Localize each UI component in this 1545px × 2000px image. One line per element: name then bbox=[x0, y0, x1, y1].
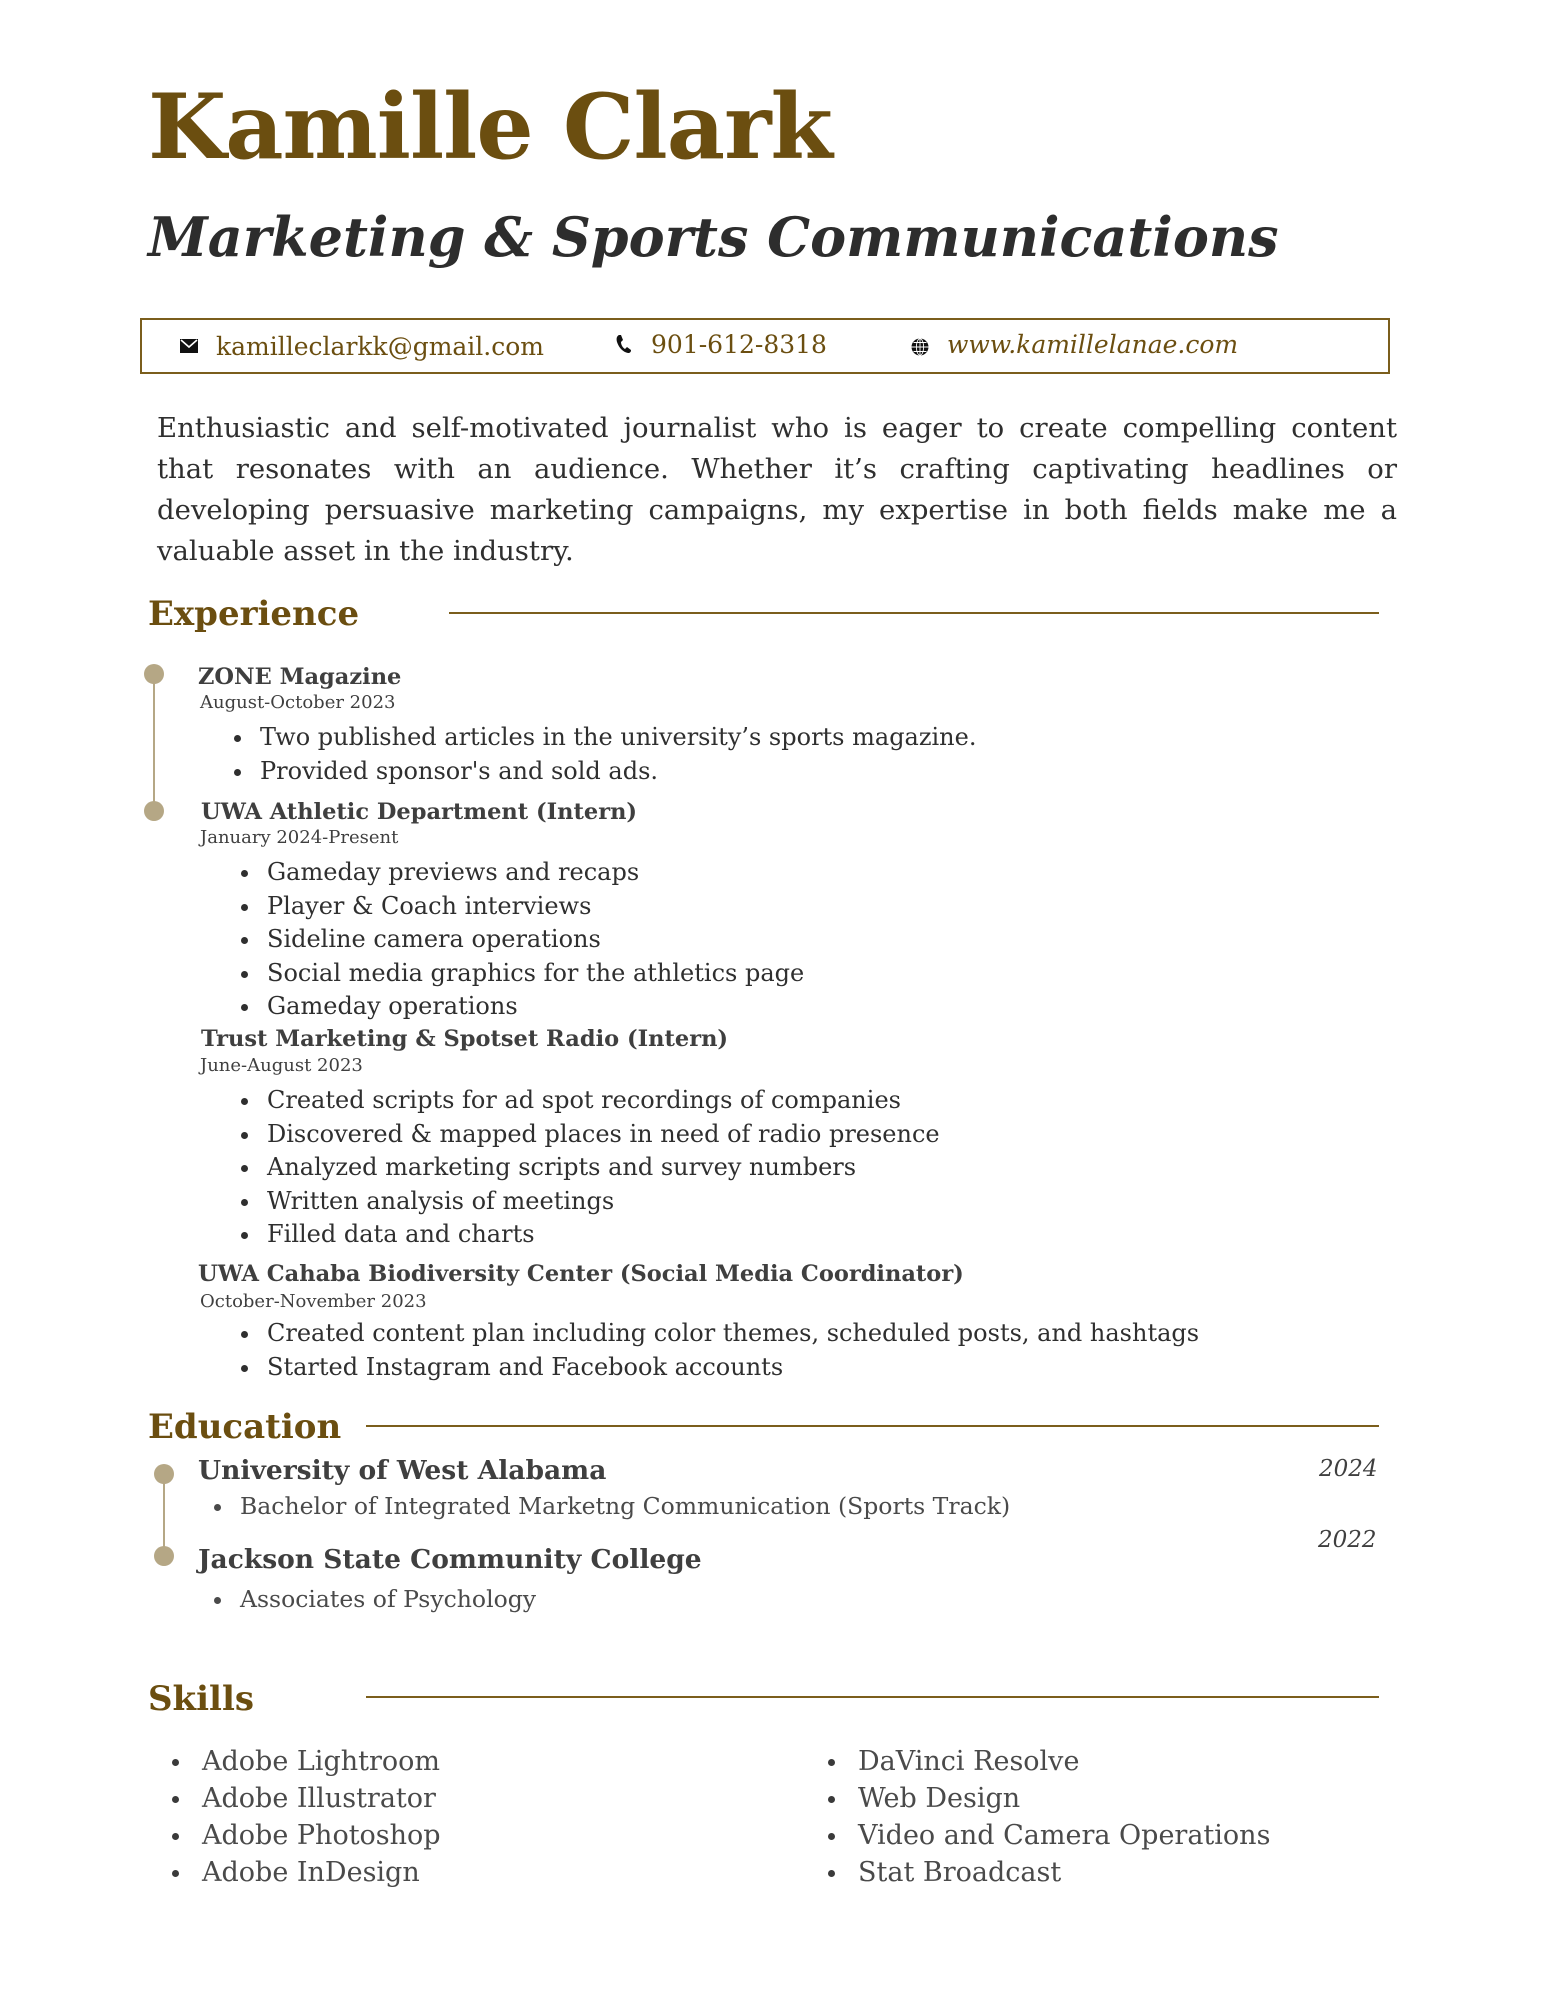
list-item: Sideline camera operations bbox=[267, 923, 804, 957]
list-item: Video and Camera Operations bbox=[858, 1817, 1270, 1854]
job-bullets bbox=[260, 721, 976, 788]
school-bullets bbox=[240, 1583, 536, 1617]
candidate-role: Marketing & Sports Communications bbox=[148, 205, 1279, 269]
skills-heading: Skills bbox=[148, 1679, 255, 1719]
experience-divider bbox=[449, 612, 1379, 614]
professional-summary: Enthusiastic and self-motivated journalist who is eager to create compelling content that resonates with an audience. Whether it’s crafting captivating headlines or developing persuasive marketing campaigns, my expertise in both fields make me a valuable asset in the industry. bbox=[157, 412, 1397, 567]
list-item: Gameday previews and recaps bbox=[267, 856, 804, 890]
list-item: Filled data and charts bbox=[267, 1218, 940, 1252]
timeline-dot bbox=[154, 1546, 174, 1566]
phone-text[interactable]: 901-612-8318 bbox=[651, 329, 827, 359]
list-item: Provided sponsor's and sold ads. bbox=[260, 755, 976, 789]
job-bullets bbox=[267, 1317, 1199, 1384]
timeline-dot bbox=[154, 1464, 174, 1484]
experience-timeline-line bbox=[153, 674, 155, 810]
timeline-dot bbox=[144, 801, 164, 821]
education-divider bbox=[366, 1425, 1379, 1427]
list-item: Bachelor of Integrated Marketng Communication (Sports Track) bbox=[240, 1490, 1010, 1524]
school-year: 2022 bbox=[1318, 1527, 1377, 1553]
skills-list-left bbox=[202, 1743, 441, 1891]
school-name: University of West Alabama bbox=[198, 1455, 607, 1486]
education-heading: Education bbox=[148, 1407, 342, 1447]
list-item: Gameday operations bbox=[267, 990, 804, 1024]
list-item: Written analysis of meetings bbox=[267, 1185, 940, 1219]
candidate-name: Kamille Clark bbox=[148, 74, 832, 180]
contact-email[interactable] bbox=[178, 320, 544, 372]
job-date: October-November 2023 bbox=[200, 1291, 427, 1312]
timeline-dot bbox=[144, 664, 164, 684]
globe-icon bbox=[909, 336, 931, 358]
experience-heading: Experience bbox=[148, 594, 360, 634]
school-bullets bbox=[240, 1490, 1010, 1524]
envelope-icon bbox=[178, 335, 200, 357]
job-bullets bbox=[267, 1084, 940, 1252]
skills-divider bbox=[366, 1696, 1379, 1698]
list-item: Two published articles in the university’s sports magazine. bbox=[260, 721, 976, 755]
job-title: UWA Cahaba Biodiversity Center (Social Media Coordinator) bbox=[198, 1261, 964, 1287]
list-item: Analyzed marketing scripts and survey numbers bbox=[267, 1151, 940, 1185]
list-item: Discovered & mapped places in need of radio presence bbox=[267, 1118, 940, 1152]
job-date: June-August 2023 bbox=[200, 1055, 363, 1076]
list-item: DaVinci Resolve bbox=[858, 1743, 1270, 1780]
job-title: Trust Marketing & Spotset Radio (Intern) bbox=[201, 1026, 729, 1052]
list-item: Social media graphics for the athletics page bbox=[267, 957, 804, 991]
school-year: 2024 bbox=[1319, 1456, 1378, 1482]
list-item: Adobe InDesign bbox=[202, 1854, 441, 1891]
list-item: Adobe Photoshop bbox=[202, 1817, 441, 1854]
skills-list-right bbox=[858, 1743, 1270, 1891]
list-item: Web Design bbox=[858, 1780, 1270, 1817]
email-text[interactable]: kamilleclarkk@gmail.com bbox=[216, 331, 545, 361]
list-item: Created scripts for ad spot recordings of companies bbox=[267, 1084, 940, 1118]
education-timeline-line bbox=[163, 1474, 165, 1556]
phone-icon bbox=[613, 333, 635, 355]
school-name: Jackson State Community College bbox=[198, 1544, 702, 1575]
list-item: Player & Coach interviews bbox=[267, 890, 804, 924]
contact-bar bbox=[140, 318, 1390, 374]
contact-phone[interactable] bbox=[613, 318, 827, 370]
job-title: UWA Athletic Department (Intern) bbox=[201, 799, 638, 825]
list-item: Associates of Psychology bbox=[240, 1583, 536, 1617]
list-item: Adobe Illustrator bbox=[202, 1780, 441, 1817]
list-item: Started Instagram and Facebook accounts bbox=[267, 1351, 1199, 1385]
job-date: January 2024-Present bbox=[200, 827, 399, 848]
list-item: Created content plan including color themes, scheduled posts, and hashtags bbox=[267, 1317, 1199, 1351]
list-item: Adobe Lightroom bbox=[202, 1743, 441, 1780]
list-item: Stat Broadcast bbox=[858, 1854, 1270, 1891]
contact-website[interactable] bbox=[909, 318, 1238, 370]
job-title: ZONE Magazine bbox=[198, 664, 402, 690]
job-bullets bbox=[267, 856, 804, 1024]
job-date: August-October 2023 bbox=[200, 692, 396, 713]
website-link[interactable]: www.kamillelanae.com bbox=[947, 329, 1239, 359]
